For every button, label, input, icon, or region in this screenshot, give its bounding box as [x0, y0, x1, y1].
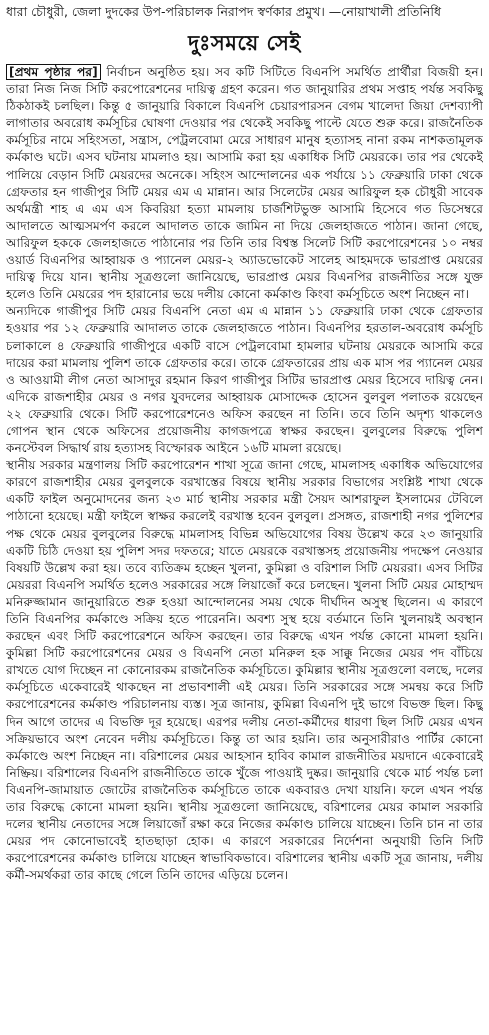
paragraph-3: স্থানীয় সরকার মন্ত্রণালয় সিটি করপোরেশন শাখা সূত্রে জানা গেছে, মামলাসহ একাধিক অভিযোগের কারণে রাজশাহীর মেয়র বুলবুলকে বরখাস্তের বিষয়ে স্থানীয় সরকার বিভাগের সংশ্লিষ্ট শাখা থেকে একটি ফাইল অনুমোদনের জন্য ২৩ মার্চ স্থানীয় সরকার মন্ত্রী সৈয়দ আশরাফুল ইসলামের টেবিলে পাঠানো হয়েছে। মন্ত্রী ফাইলে স্বাক্ষর করলেই বরখাস্ত হবেন বুলবুল। প্রসঙ্গত, রাজশাহী নগর পুলিশের পক্ষ থেকে মেয়র বুলবুলের বিরুদ্ধে মামলাসহ বিভিন্ন অভিযোগের বিষয় উল্লেখ করে ২৩ জানুয়ারি একটি চিঠি দেওয়া হয় পুলিশ সদর দফতরে; যাতে মেয়রকে বরখাস্তসহ প্রয়োজনীয় পদক্ষেপ নেওয়ার বিষয়টি উল্লেখ করা হয়। তবে ব্যতিক্রম হচ্ছেন খুলনা, কুমিল্লা ও বরিশাল সিটি মেয়ররা। এসব সিটির মেয়ররা বিএনপি সমর্থিত হলেও সরকারের সঙ্গে লিয়াজোঁ করে চলছেন। খুলনা সিটি মেয়র মোহাম্মদ মনিরুজ্জামান জানুয়ারিতে শুরু হওয়া আন্দোলনের সময় থেকে দীর্ঘদিন অসুস্থ ছিলেন। এ কারণে তিনি বিএনপির কর্মকাণ্ডে সক্রিয় হতে পারেননি। অবশ্য সুস্থ হয়ে বর্তমানে তিনি খুলনায়ই অবস্থান করছেন এবং সিটি করপোরেশনে অফিস করছেন। তার বিরুদ্ধে এখন পর্যন্ত কোনো মামলা হয়নি। কুমিল্লা সিটি করপোরেশনের মেয়র ও বিএনপি নেতা মনিরুল হক সাক্কু নিজের মেয়র পদ বাঁচিয়ে রাখতে যোগ দিচ্ছেন না কোনোরকম রাজনৈতিক কর্মসূচিতে। কুমিল্লার স্থানীয় সূত্রগুলো বলছে, দলের কর্মসূচিতে একেবারেই থাকছেন না প্রভাবশালী এই মেয়র। তিনি সরকারের সঙ্গে সমন্বয় করে সিটি করপোরেশনের কর্মকাণ্ড পরিচালনায় ব্যস্ত। সূত্র জানায়, কুমিল্লা বিএনপি দুই ভাগে বিভক্ত ছিল। কিছু দিন আগে তাদের এ বিভক্তি দূর হয়েছে। এরপর দলীয় নেতা-কর্মীদের ধারণা ছিল সিটি মেয়র এখন সক্রিয়ভাবে অংশ নেবেন দলীয় কর্মসূচিতে। কিন্তু তা আর হয়নি। তার অনুসারীরাও পার্টির কোনো কর্মকাণ্ডে অংশ নিচ্ছেন না। বরিশালের মেয়র আহসান হাবিব কামাল রাজনীতির ময়দানে একেবারেই নিষ্ক্রিয়। বরিশালের বিএনপি রাজনীতিতে তাকে খুঁজে পাওয়াই দুষ্কর। জানুয়ারি থেকে মার্চ পর্যন্ত চলা বিএনপি-জামায়াত জোটের রাজনৈতিক কর্মসূচিতে তাকে একবারও দেখা যায়নি। ফলে এখন পর্যন্ত তার বিরুদ্ধে কোনো মামলা হয়নি। স্থানীয় সূত্রগুলো জানিয়েছে, বরিশালের মেয়র কামাল সরকারি দলের স্থানীয় নেতাদের সঙ্গে লিয়াজোঁ রক্ষা করে নিজের কর্মকাণ্ড চালিয়ে যাচ্ছেন। তিনি চান না তার মেয়র পদ কোনোভাবেই হাতছাড়া হোক। এ কারণে সরকারের নির্দেশনা অনুযায়ী তিনি সিটি করপোরেশনের কর্মকাণ্ড চালিয়ে যাচ্ছেন স্বাভাবিকভাবে। বরিশালের স্থানীয় একটি সূত্র জানায়, দলীয় কর্মী-সমর্থকরা তার কাছে গেলে তিনি তাদের এড়িয়ে চলেন। — [6, 458, 483, 883]
paragraph-1-text: নির্বাচন অনুষ্ঠিত হয়। সব কটি সিটিতে বিএনপি সমর্থিত প্রার্থীরা বিজয়ী হন। তারা নিজ নিজ সিটি করপোরেশনের দায়িত্ব গ্রহণ করেন। গত জানুয়ারির প্রথম সপ্তাহ পর্যন্ত সবকিছু ঠিকঠাকই চলছিল। কিন্তু ৫ জানুয়ারি বিকালে বিএনপি চেয়ারপারসন বেগম খালেদা জিয়া দেশব্যাপী লাগাতার অবরোধ কর্মসূচির ঘোষণা দেওয়ার পর থেকেই সবকিছু পাল্টে যেতে শুরু করে। রাজনৈতিক কর্মসূচির নামে সহিংসতা, সন্ত্রাস, পেট্রলবোমা মেরে সাধারণ মানুষ হত্যাসহ নানা রকম নাশকতামূলক কর্মকাণ্ড ঘটে। এসব ঘটনায় মামলাও হয়। আসামি করা হয় একাধিক সিটি মেয়রকে। তার পর থেকেই পালিয়ে বেড়ান সিটি মেয়রদের অনেকে। সহিংস আন্দোলনের এক পর্যায়ে ১১ ফেব্রুয়ারি ঢাকা থেকে গ্রেফতার হন গাজীপুর সিটি মেয়র এম এ মান্নান। আর সিলেটের মেয়র আরিফুল হক চৌধুরী সাবেক অর্থমন্ত্রী শাহ এ এম এস কিবরিয়া হত্যা মামলায় চার্জশিটভুক্ত আসামি হিসেবে গত ডিসেম্বরে আদালতে আত্মসমর্পণ করলে আদালত তাকে জামিন না দিয়ে জেলহাজতে পাঠান। জানা গেছে, আরিফুল হককে জেলহাজতে পাঠানোর পর তিনি তার বিশ্বস্ত সিলেট সিটি করপোরেশনের ১০ নম্বর ওয়ার্ড বিএনপির আহ্বায়ক ও প্যানেল মেয়র-২ অ্যাডভোকেট সালেহ আহমদকে ভারপ্রাপ্ত মেয়রের দায়িত্ব দিয়ে যান। স্থানীয় সূত্রগুলো জানিয়েছে, ভারপ্রাপ্ত মেয়র বিএনপির রাজনীতির সঙ্গে যুক্ত হলেও তিনি মেয়রের পদ হারানোর ভয়ে দলীয় কোনো কর্মকাণ্ড কিংবা কর্মসূচিতে অংশ নিচ্ছেন না। — [6, 65, 483, 302]
paragraph-2: অন্যদিকে গাজীপুর সিটি মেয়র বিএনপি নেতা এম এ মান্নান ১১ ফেব্রুয়ারি ঢাকা থেকে গ্রেফতার হওয়ার পর ১২ ফেব্রুয়ারি আদালত তাকে জেলহাজতে পাঠান। বিএনপির হরতাল-অবরোধ কর্মসূচি চলাকালে ৪ ফেব্রুয়ারি গাজীপুরে একটি বাসে পেট্রলবোমা হামলার ঘটনায় মেয়রকে আসামি করে দায়ের করা মামলায় পুলিশ তাকে গ্রেফতার করে। তাকে গ্রেফতারের প্রায় এক মাস পর প্যানেল মেয়র ও আওয়ামী লীগ নেতা আসাদুর রহমান কিরণ গাজীপুর সিটির ভারপ্রাপ্ত মেয়র হিসেবে দায়িত্ব নেন। এদিকে রাজশাহীর মেয়র ও নগর যুবদলের আহ্বায়ক মোসাদ্দেক হোসেন বুলবুল পলাতক রয়েছেন ২২ ফেব্রুয়ারি থেকে। সিটি করপোরেশনেও অফিস করছেন না তিনি। তবে তিনি অদৃশ্য থাকলেও গোপন স্থান থেকে অফিসের প্রয়োজনীয় কাগজপত্রে স্বাক্ষর করছেন। বুলবুলের বিরুদ্ধে পুলিশ কনস্টেবল সিদ্ধার্থ রায় হত্যাসহ বিস্ফোরক আইনে ১৬টি মামলা রয়েছে। — [6, 304, 483, 456]
article-body — [6, 64, 483, 1032]
continued-from-label: [প্রথম পৃষ্ঠার পর] — [6, 64, 101, 80]
byline: ধারা চৌধুরী, জেলা দুদকের উপ-পরিচালক নিরাপদ স্বর্ণকার প্রমুখ। —নোয়াখালী প্রতিনিধি — [6, 4, 442, 19]
paragraph-1 — [6, 64, 483, 303]
headline: দুঃসময়ে সেই — [188, 30, 301, 55]
